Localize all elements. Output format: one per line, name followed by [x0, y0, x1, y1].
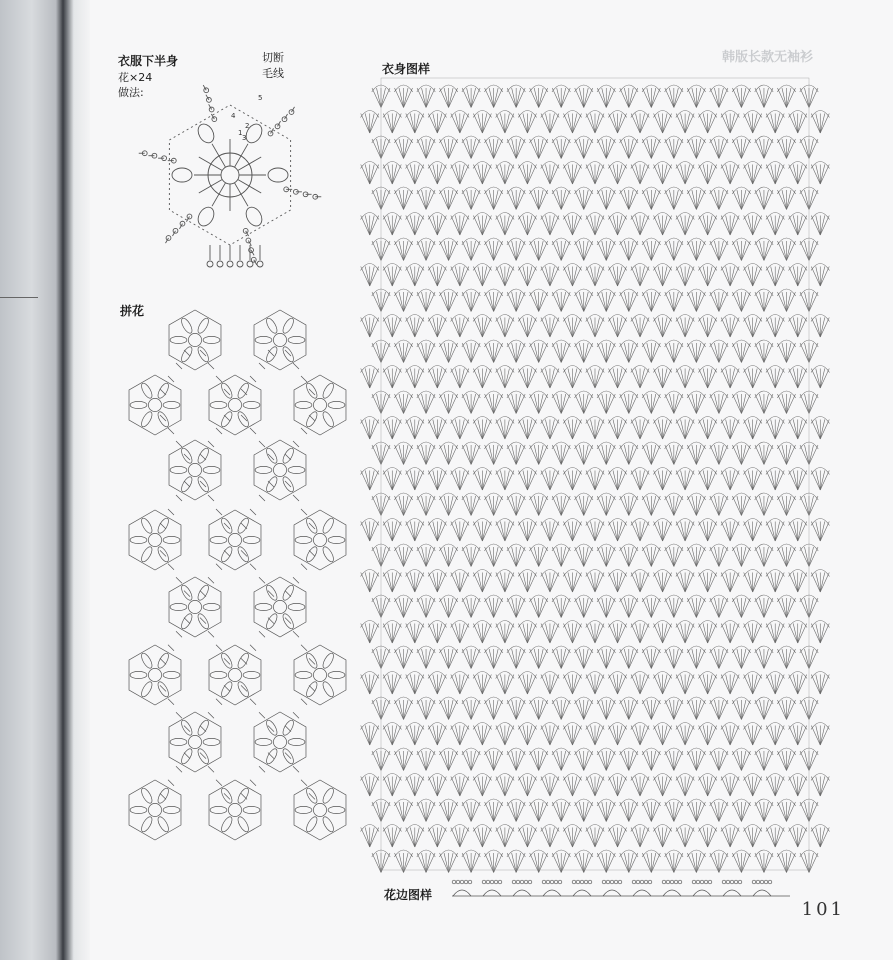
- round-number: 1: [238, 129, 243, 137]
- round-number: 5: [258, 94, 263, 102]
- ghost-heading: 韩版长款无袖衫: [721, 50, 813, 65]
- cut-label-1: 切断: [262, 51, 284, 64]
- round-number: 2: [245, 122, 250, 130]
- method-label: 做法:: [118, 86, 144, 99]
- book-spine-shadow: [0, 0, 90, 960]
- edge-pattern-title: 花边图样: [384, 888, 433, 902]
- hexagon-motif-diagram: [138, 80, 328, 275]
- edge-stitch-chart: [452, 876, 790, 900]
- cut-label-2: 毛线: [262, 67, 284, 80]
- bottom-half-title: 衣服下半身: [118, 54, 179, 68]
- page-number: 101: [801, 899, 845, 920]
- motif-join-diagram: [120, 295, 360, 840]
- join-title: 拼花: [120, 304, 145, 318]
- round-number: 4: [231, 112, 236, 120]
- round-number: 3: [242, 134, 247, 142]
- motif-count: 花×24: [118, 71, 153, 84]
- body-stitch-chart: [381, 78, 809, 870]
- body-pattern-title: 衣身图样: [382, 62, 431, 76]
- left-page-rule: [0, 297, 38, 298]
